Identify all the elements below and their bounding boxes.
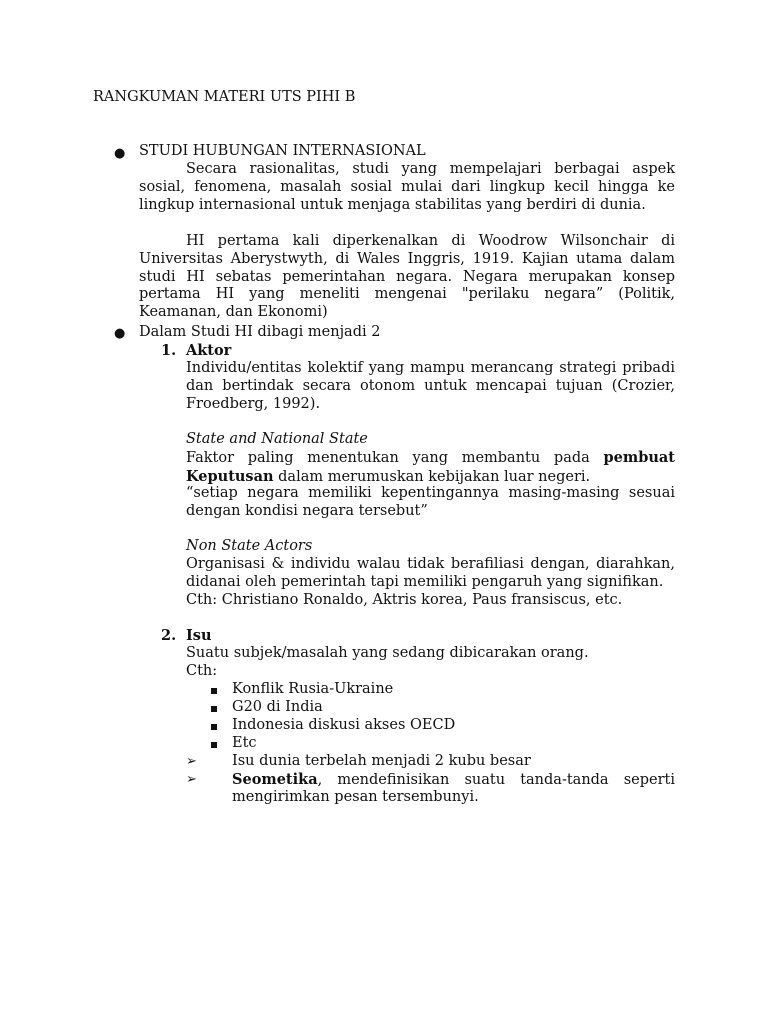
arrow-item-2-bold: Seometika: [232, 771, 318, 788]
square-bullet-icon: [211, 688, 217, 694]
item1-number: 1.: [161, 342, 177, 359]
item2-number: 2.: [161, 627, 177, 644]
item2-example-label: Cth:: [186, 663, 218, 679]
section1-paragraph1: Secara rasionalitas, studi yang mempelajari berbagai aspek sosial, fenomena, masalah sosial mulai dari lingkup kecil hingga ke lingkup internasional untuk menjaga stabilitas yang berdiri di dunia.: [139, 161, 675, 213]
bullet-icon: ●: [114, 326, 126, 341]
nonstate-text: Organisasi & individu walau tidak berafiliasi dengan, diarahkan, didanai oleh pemerintah tapi memiliki pengaruh yang signifikan.: [186, 556, 675, 590]
state-text-after: dalam merumuskan kebijakan luar negeri.: [273, 468, 591, 485]
item2-definition: Suatu subjek/masalah yang sedang dibicarakan orang.: [186, 645, 589, 661]
state-text-before: Faktor paling menentukan yang membantu pada: [186, 450, 604, 466]
document-title: RANGKUMAN MATERI UTS PIHI B: [93, 89, 356, 105]
example-item: G20 di India: [232, 699, 323, 715]
section2-heading: Dalam Studi HI dibagi menjadi 2: [139, 324, 381, 340]
arrow-bullet-icon: ➢: [186, 754, 197, 769]
arrow-item-2-line1: [232, 771, 675, 790]
example-item: Etc: [232, 735, 257, 751]
arrow-item-2-line2: mengirimkan pesan tersembunyi.: [232, 789, 479, 805]
state-text: [186, 449, 675, 487]
section1-heading: STUDI HUBUNGAN INTERNASIONAL: [139, 143, 426, 159]
section1-paragraph2: HI pertama kali diperkenalkan di Woodrow Wilsonchair di Universitas Aberystwyth, di Wales Inggris, 1919. Kajian utama dalam studi HI sebatas pemerintahan negara. Negara merupakan konsep pertama HI yang meneliti mengenai "perilaku negara” (Politik, Keamanan, dan Ekonomi): [139, 233, 675, 321]
arrow-item-1: Isu dunia terbelah menjadi 2 kubu besar: [232, 753, 531, 769]
state-heading: State and National State: [186, 431, 368, 447]
example-item: Konflik Rusia-Ukraine: [232, 681, 394, 697]
item1-definition: Individu/entitas kolektif yang mampu merancang strategi pribadi dan bertindak secara otonom untuk mencapai tujuan (Crozier, Froedberg, 1992).: [186, 360, 675, 412]
arrow-item-2-rest: , mendefinisikan suatu tanda-tanda seperti: [317, 772, 675, 788]
item1-title: Aktor: [186, 342, 232, 359]
state-text-bold: pembuat Keputusan: [186, 449, 675, 485]
square-bullet-icon: [211, 724, 217, 730]
square-bullet-icon: [211, 742, 217, 748]
arrow-bullet-icon: ➢: [186, 772, 197, 787]
item2-title: Isu: [186, 627, 212, 644]
nonstate-heading: Non State Actors: [186, 538, 313, 554]
nonstate-example: Cth: Christiano Ronaldo, Aktris korea, Paus fransiscus, etc.: [186, 592, 623, 608]
square-bullet-icon: [211, 706, 217, 712]
bullet-icon: ●: [114, 146, 126, 161]
example-item: Indonesia diskusi akses OECD: [232, 717, 456, 733]
state-quote: “setiap negara memiliki kepentingannya masing-masing sesuai dengan kondisi negara tersebut”: [186, 485, 675, 519]
